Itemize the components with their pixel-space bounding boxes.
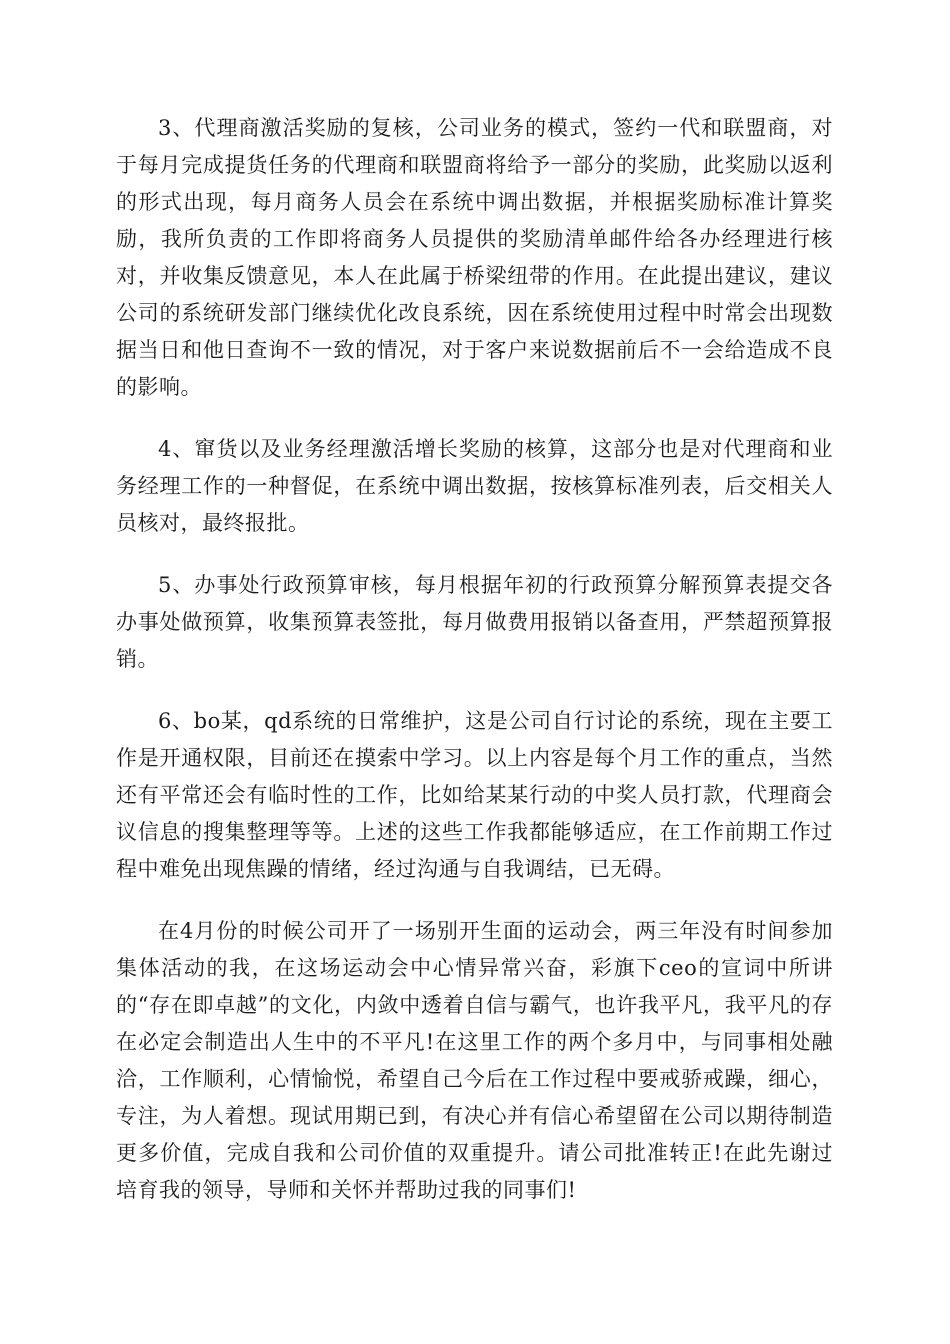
paragraph-item-3: 3、代理商激活奖励的复核，公司业务的模式，签约一代和联盟商，对于每月完成提货任务的代理商和联盟商将给予一部分的奖励，此奖励以返利的形式出现，每月商务人员会在系统中调出数据，并根据奖励标准计算奖励，我所负责的工作即将商务人员提供的奖励清单邮件给各办经理进行核对，并收集反馈意见，本人在此属于桥梁纽带的作用。在此提出建议，建议公司的系统研发部门继续优化改良系统，因在系统使用过程中时常会出现数据当日和他日查询不一致的情况，对于客户来说数据前后不一会给造成不良的影响。 bbox=[116, 116, 833, 399]
paragraph-conclusion: 在4月份的时候公司开了一场别开生面的运动会，两三年没有时间参加集体活动的我，在这场运动会中心情异常兴奋，彩旗下ceo的宣词中所讲的“存在即卓越”的文化，内敛中透着自信与霸气，也许我平凡，我平凡的存在必定会制造出人生中的不平凡!在这里工作的两个多月中，与同事相处融洽，工作顺利，心情愉悦，希望自己今后在工作过程中要戒骄戒躁，细心，专注，为人着想。现试用期已到，有决心并有信心希望留在公司以期待制造更多价值，完成自我和公司价值的双重提升。请公司批准转正!在此先谢过培育我的领导，导师和关怀并帮助过我的同事们! bbox=[116, 919, 833, 1202]
document-body bbox=[116, 110, 833, 1234]
paragraph-item-5: 5、办事处行政预算审核，每月根据年初的行政预算分解预算表提交各办事处做预算，收集预算表签批，每月做费用报销以备查用，严禁超预算报销。 bbox=[116, 573, 833, 671]
paragraph-item-6: 6、bo某，qd系统的日常维护，这是公司自行讨论的系统，现在主要工作是开通权限，目前还在摸索中学习。以上内容是每个月工作的重点，当然还有平常还会有临时性的工作，比如给某某行动的中奖人员打款，代理商会议信息的搜集整理等等。上述的这些工作我都能够适应，在工作前期工作过程中难免出现焦躁的情绪，经过沟通与自我调结，已无碍。 bbox=[116, 709, 833, 881]
paragraph-item-4: 4、窜货以及业务经理激活增长奖励的核算，这部分也是对代理商和业务经理工作的一种督促，在系统中调出数据，按核算标准列表，后交相关人员核对，最终报批。 bbox=[116, 437, 833, 535]
